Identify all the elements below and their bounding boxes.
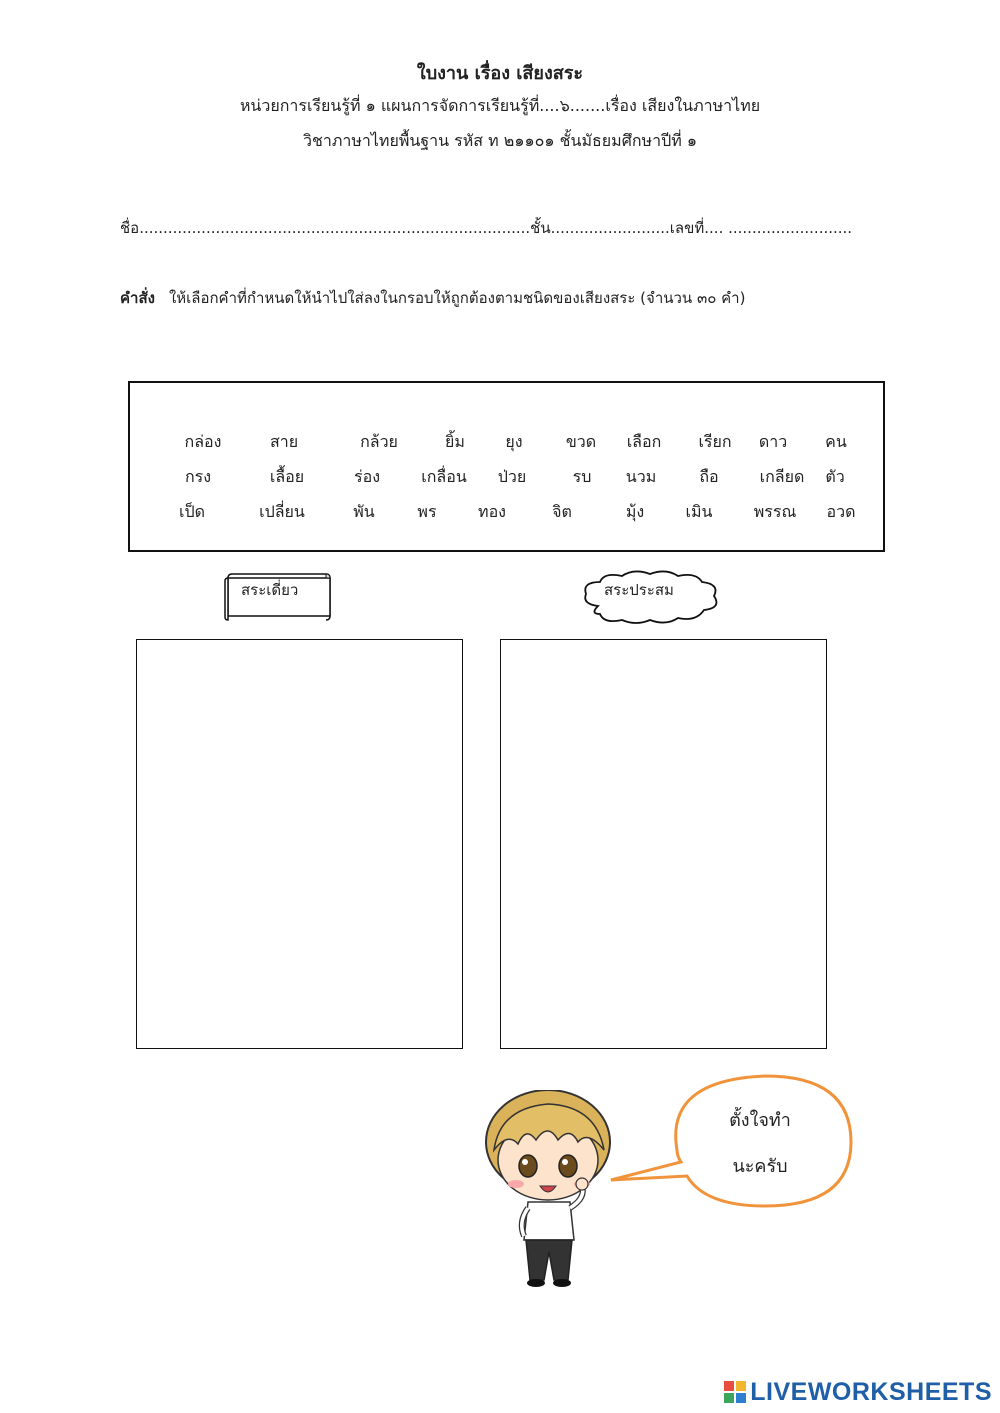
word-item[interactable]: อวด xyxy=(826,502,856,521)
speech-text-line2: นะครับ xyxy=(732,1156,788,1177)
word-item[interactable]: กล่อง xyxy=(184,432,222,451)
worksheet-title: ใบงาน เรื่อง เสียงสระ xyxy=(416,63,584,84)
category-label-compound: สระประสม xyxy=(604,581,674,599)
word-item[interactable]: ตัว xyxy=(825,467,845,486)
word-item[interactable]: เมิน xyxy=(685,502,713,521)
word-item[interactable]: เลือก xyxy=(626,432,662,451)
word-item[interactable]: รบ xyxy=(572,467,592,486)
word-item[interactable]: เลื้อย xyxy=(269,467,305,486)
word-item[interactable]: จิต xyxy=(552,502,572,521)
answer-box-compound[interactable] xyxy=(500,639,827,1049)
brand-text: LIVEWORKSHEETS xyxy=(750,1378,992,1406)
word-item[interactable]: สาย xyxy=(269,432,299,451)
word-item[interactable]: เปลี่ยน xyxy=(259,502,305,521)
word-item[interactable]: เกลื่อน xyxy=(421,467,467,486)
instruction-text: ให้เลือกคำที่กำหนดให้นำไปใส่ลงในกรอบให้ถูกต้องตามชนิดของเสียงสระ (จำนวน ๓๐ คำ) xyxy=(168,289,746,307)
word-item[interactable]: พัน xyxy=(353,502,375,521)
instruction xyxy=(120,286,745,310)
liveworksheets-brand[interactable] xyxy=(724,1378,992,1407)
word-item[interactable]: มุ้ง xyxy=(625,502,645,521)
word-item[interactable]: เป็ด xyxy=(178,502,206,521)
word-item[interactable]: ถือ xyxy=(699,467,719,486)
liveworksheets-logo-icon xyxy=(724,1381,746,1403)
word-item[interactable]: ร่อง xyxy=(353,467,381,486)
word-item[interactable]: กล้วย xyxy=(360,432,398,451)
lesson-info: หน่วยการเรียนรู้ที่ ๑ แผนการจัดการเรียนรู้ที่....๖.......เรื่อง เสียงในภาษาไทย xyxy=(239,96,761,115)
word-item[interactable]: ขวด xyxy=(565,432,597,451)
word-bank xyxy=(128,381,885,552)
speech-text-line1: ตั้งใจทำ xyxy=(729,1110,791,1131)
instruction-label: คำสั่ง xyxy=(120,289,155,307)
word-item[interactable]: ป่วย xyxy=(497,467,527,486)
word-item[interactable]: ดาว xyxy=(758,432,788,451)
word-item[interactable]: กรง xyxy=(184,467,212,486)
word-item[interactable]: พร xyxy=(417,502,437,521)
answer-box-single[interactable] xyxy=(136,639,463,1049)
course-info: วิชาภาษาไทยพื้นฐาน รหัส ท ๒๑๑๐๑ ชั้นมัธยมศึกษาปีที่ ๑ xyxy=(302,131,698,150)
word-item[interactable]: คน xyxy=(825,432,847,451)
word-item[interactable]: เรียก xyxy=(698,432,732,451)
word-item[interactable]: เกลียด xyxy=(759,467,805,486)
word-item[interactable]: พรรณ xyxy=(753,502,797,521)
category-label-single: สระเดี่ยว xyxy=(241,581,299,599)
student-info-line: ชื่อ..................................................................................ชั้น.........................เลขที่.... .......................... xyxy=(120,219,853,237)
word-item[interactable]: ทอง xyxy=(478,502,506,521)
word-item[interactable]: ยุง xyxy=(505,432,523,451)
word-item[interactable]: ยิ้ม xyxy=(445,432,465,451)
word-item[interactable]: นวม xyxy=(625,467,657,486)
